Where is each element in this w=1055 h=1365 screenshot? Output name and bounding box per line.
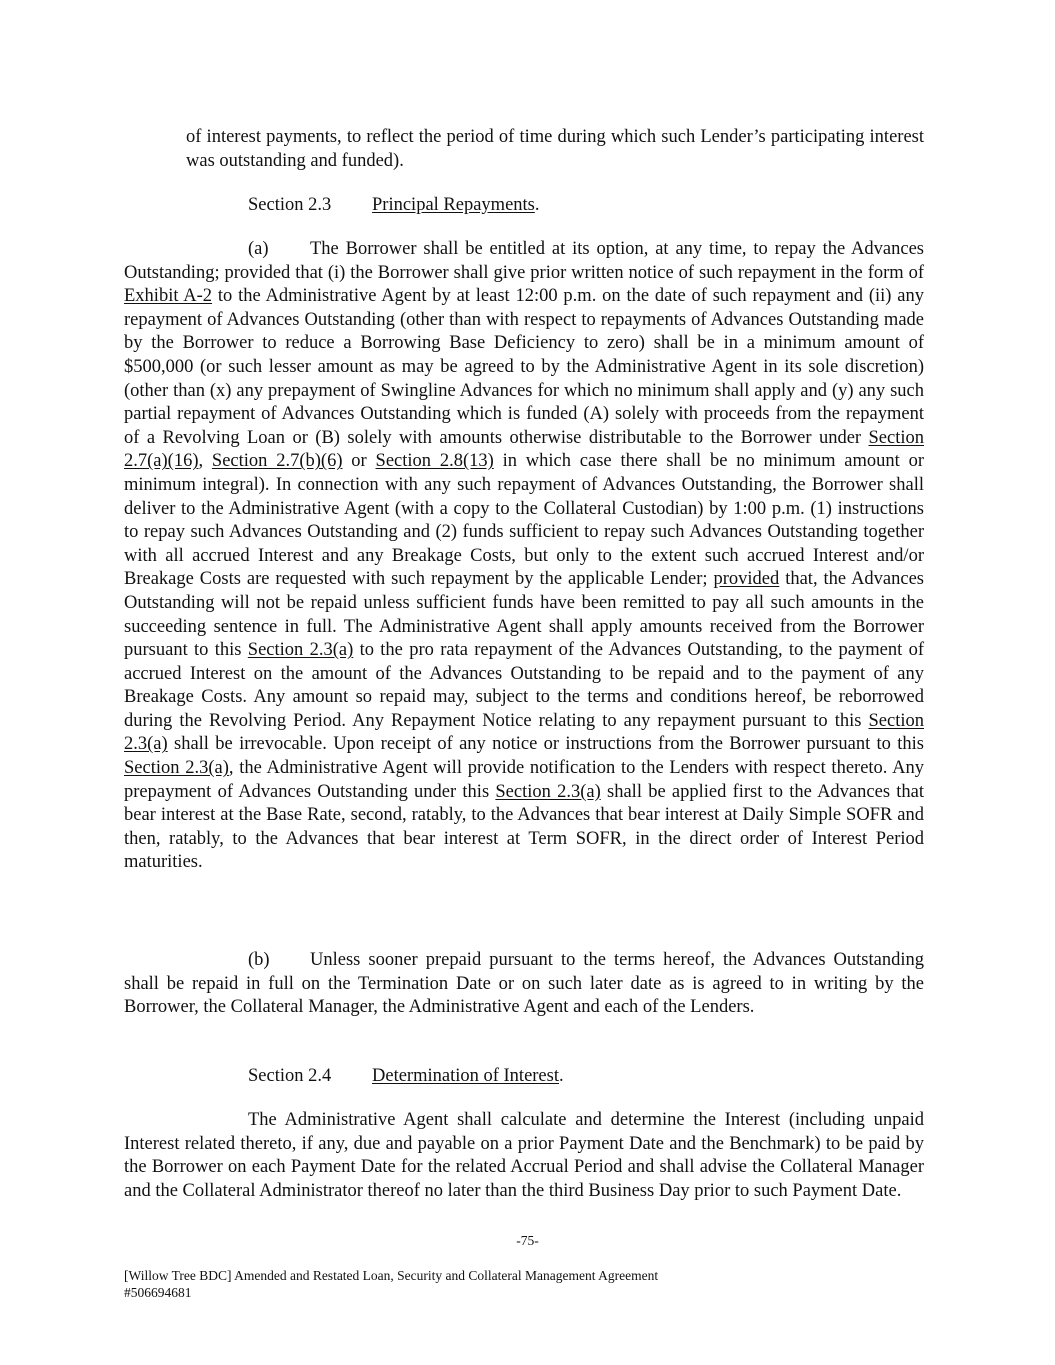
- text-run: shall be applied first to the Advances that bear interest at the Base Rate, second, ratably, to the Advances that bear interest at Daily Simple SOFR and then, ratably, to the Advances that bear interest at Term SOFR, in the direct order of Interest Period maturities.: [124, 781, 924, 873]
- clause-label: (b): [248, 950, 270, 970]
- section-title-period: .: [534, 195, 540, 215]
- text-run: , the Administrative Agent will provide notification to the Lenders with respect thereto. Any prepayment of Advances Outstanding under this: [124, 758, 924, 802]
- text-run: in which case there shall be no minimum amount or minimum integral). In connection with any such repayment of Advances Outstanding, the Borrower shall deliver to the Administrative Agent (with a copy to the Collateral Custodian) by 1:00 p.m. (1) instructions to repay such Advances Outstanding and (2) funds sufficient to repay such Advances Outstanding together with all accrued Interest and any Breakage Costs, but only to the extent such accrued Interest and/or Breakage Costs are requested with such repayment by the applicable Lender;: [124, 451, 925, 590]
- section-title: Principal Repayments: [372, 195, 535, 215]
- page-number: -75-: [516, 1233, 539, 1248]
- document-footer: [124, 1268, 658, 1301]
- clause-label: (a): [248, 239, 269, 259]
- section-reference-link[interactable]: Section 2.3(a): [495, 781, 601, 802]
- text-run: ,: [198, 451, 212, 472]
- continued-paragraph: of interest payments, to reflect the period of time during which such Lender’s participating interest was outstanding and funded).: [186, 127, 924, 171]
- section-reference-link[interactable]: Section 2.3(a): [247, 640, 354, 661]
- text-run: Unless sooner prepaid pursuant to the terms hereof, the Advances Outstanding shall be repaid in full on the Termination Date or on such later date as is agreed to in writing by the Borrower, the Collateral Manager, the Administrative Agent and each of the Lenders.: [124, 950, 924, 1018]
- footer-document-id: #506694681: [124, 1284, 192, 1300]
- section-reference-link[interactable]: Section 2.7(a)(16): [124, 427, 924, 472]
- section-reference-link[interactable]: Section 2.3(a): [124, 710, 924, 755]
- section-2-3-heading: [248, 194, 540, 218]
- section-number: Section 2.4: [248, 1066, 332, 1086]
- section-reference-link[interactable]: Section 2.8(13): [375, 451, 494, 472]
- section-title-period: .: [559, 1066, 564, 1086]
- paragraph-interest-determination: The Administrative Agent shall calculate and determine the Interest (including unpaid Interest related thereto, if any, due and payable on a prior Payment Date and the Benchmark) to be paid by the Borrower on each Payment Date for the related Accrual Period and shall advise the Collateral Manager and the Collateral Administrator thereof no later than the third Business Day prior to such Payment Date.: [124, 1110, 924, 1201]
- text-run: to the pro rata repayment of the Advances Outstanding, to the payment of accrued Interest on the amount of the Advances Outstanding to be repaid and to the payment of any Breakage Costs. Any amount so repaid may, subject to the terms and conditions hereof, be reborrowed during the Revolving Period. Any Repayment Notice relating to any repayment pursuant to this: [124, 640, 924, 731]
- section-title: Determination of Interest: [372, 1066, 559, 1086]
- text-run: to the Administrative Agent by at least 12:00 p.m. on the date of such repayment and (ii) any repayment of Advances Outstanding (other than with respect to repayments of Advances Outstanding made by the Borrower to reduce a Borrowing Base Deficiency to zero) shall be in a minimum amount of $500,000 (or such lesser amount as may be agreed to by the Administrative Agent in its sole discretion) (other than (x) any prepayment of Swingline Advances for which no minimum shall apply and (y) any such partial repayment of Advances Outstanding which is funded (A) solely with proceeds from the repayment of a Revolving Loan or (B) solely with amounts otherwise distributable to the Borrower under: [124, 286, 924, 448]
- section-reference-link[interactable]: Section 2.7(b)(6): [211, 451, 343, 472]
- section-number: Section 2.3: [248, 195, 332, 215]
- text-run: or: [342, 451, 376, 472]
- section-2-4-heading: [248, 1065, 564, 1089]
- exhibit-reference-link[interactable]: Exhibit A-2: [124, 286, 213, 307]
- provided-term: provided: [713, 569, 780, 590]
- paragraph-a: [124, 238, 924, 875]
- paragraph-b: [124, 949, 924, 1020]
- footer-title: [Willow Tree BDC] Amended and Restated Loan, Security and Collateral Management Agreement: [124, 1268, 659, 1283]
- text-run: The Borrower shall be entitled at its option, at any time, to repay the Advances Outstanding; provided that (i) the Borrower shall give prior written notice of such repayment in the form of: [124, 239, 924, 283]
- text-run: shall be irrevocable. Upon receipt of any notice or instructions from the Borrower pursuant to this: [167, 734, 924, 755]
- section-reference-link[interactable]: Section 2.3(a): [124, 758, 229, 779]
- text-run: that, the Advances Outstanding will not be repaid unless sufficient funds have been remitted to pay all such amounts in the succeeding sentence in full. The Administrative Agent shall apply amounts received from the Borrower pursuant to this: [124, 569, 925, 661]
